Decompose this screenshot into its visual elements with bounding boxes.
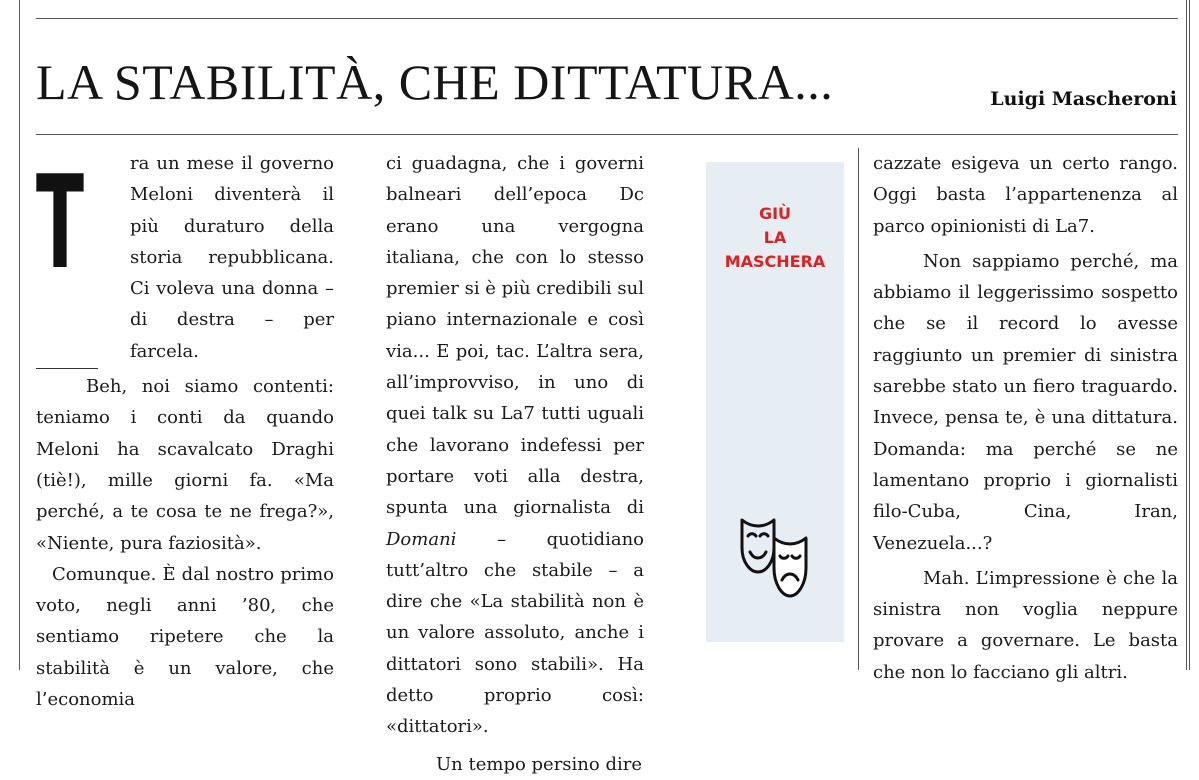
sidebar-title-line: GIÙ bbox=[758, 204, 792, 223]
paragraph: Non sappiamo perché, ma abbiamo il leggerissimo sospetto che se il record lo avesse raggiunto un premier di sinistra sarebbe stato un fiero traguardo. Invece, pensa te, è una dittatura. Domanda: ma perché se ne lamentano proprio i giornalisti filo-Cuba, Cina, Iran, Venezuela...? bbox=[873, 250, 1178, 554]
right-edge-rule-2 bbox=[1189, 0, 1190, 670]
paragraph: cazzate esigeva un certo rango. Oggi basta l’appartenenza al parco opinionisti di La7. bbox=[873, 153, 1178, 237]
paragraph bbox=[386, 148, 644, 743]
article-column-4 bbox=[873, 148, 1178, 688]
paragraph: Mah. L’impressione è che la sinistra non voglia neppure provare a governare. Le basta che non lo facciano gli altri. bbox=[873, 567, 1178, 683]
sidebar-title-line: MASCHERA bbox=[724, 252, 826, 271]
text-run: ci guadagna, che i governi balneari dell’epoca Dc erano una vergogna italiana, che con lo stesso premier si è più credibili sul piano internazionale e così via... E poi, tac. L’altra sera, all’improvviso, in uno di quei talk su La7 tutti uguali che lavorano indefessi per portare voti alla destra, spunta una giornalista di bbox=[386, 153, 644, 519]
paragraph: Comunque. È dal nostro primo voto, negli anni ’80, che sentiamo ripetere che la stabilità è un valore, che l’economia bbox=[36, 563, 334, 711]
paragraph: Beh, noi siamo contenti: teniamo i conti da quando Meloni ha scavalcato Draghi (tiè!), mille giorni fa. «Ma perché, a te cosa te ne frega?», «Niente, pura faziosità». bbox=[36, 376, 334, 554]
header-rule bbox=[36, 134, 1178, 135]
article-column-1 bbox=[36, 148, 334, 715]
drop-cap: T bbox=[36, 149, 85, 298]
article-column-2 bbox=[386, 148, 644, 780]
top-rule bbox=[36, 18, 1178, 19]
author-byline: Luigi Mascheroni bbox=[990, 88, 1177, 110]
sidebar-title bbox=[706, 202, 844, 274]
paragraph: Un tempo persino dire bbox=[436, 753, 642, 775]
theater-masks-icon bbox=[738, 514, 812, 604]
sidebar-title-line: LA bbox=[763, 228, 787, 247]
newspaper-name: Domani bbox=[386, 528, 457, 550]
right-edge-rule bbox=[1186, 0, 1187, 670]
paragraph: ra un mese il governo Meloni diventerà il più duraturo della storia repubblicana. Ci voleva una donna – di destra – per farcela. bbox=[130, 153, 334, 362]
headline: LA STABILITÀ, CHE DITTATURA... bbox=[36, 54, 834, 110]
sidebar-box bbox=[706, 162, 844, 642]
left-edge-rule bbox=[19, 0, 20, 670]
text-run: – quotidiano tutt’altro che stabile – a dire che «La stabilità non è un valore assoluto, anche i dittatori sono stabili». Ha detto proprio così: «dittatori». bbox=[386, 528, 644, 738]
column-divider bbox=[858, 148, 859, 670]
